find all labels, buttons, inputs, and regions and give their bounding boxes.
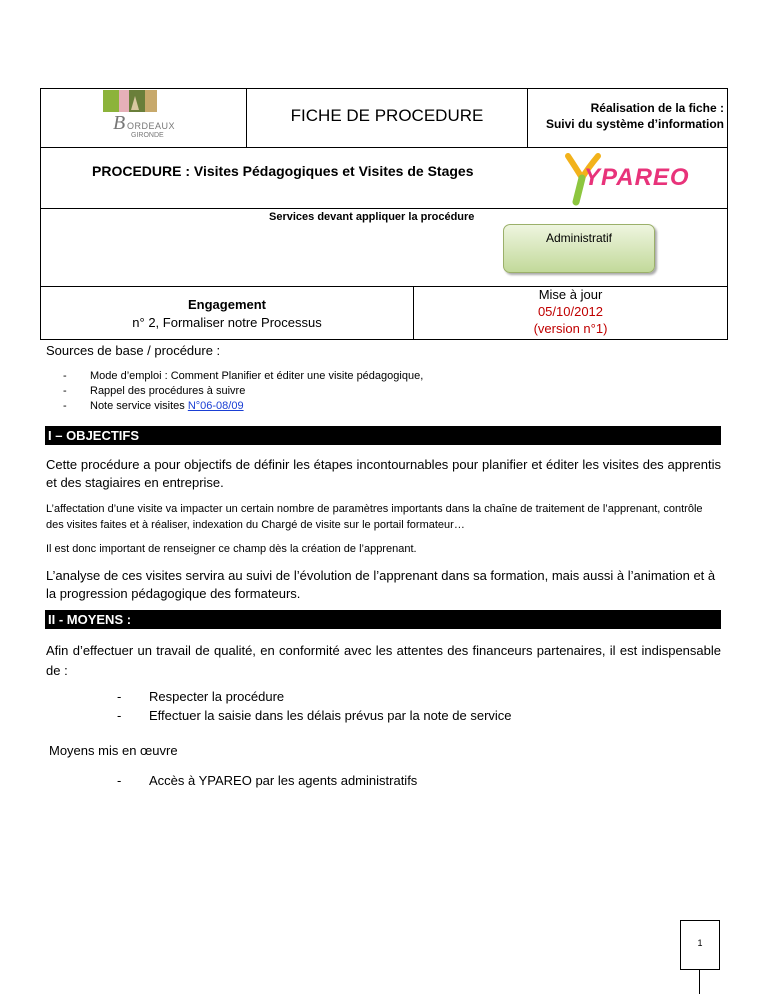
dash-bullet: - [117, 689, 122, 704]
sources-item-text: Rappel des procédures à suivre [90, 385, 246, 397]
engagement-box [40, 286, 414, 340]
bordeaux-logo [95, 88, 195, 144]
engagement-title: Engagement [187, 297, 266, 312]
engagement-subtitle: n° 2, Formaliser notre Processus [132, 315, 322, 330]
dash-bullet: - [117, 773, 122, 788]
dash-bullet: - [117, 708, 122, 723]
page-title: FICHE DE PROCEDURE [290, 106, 484, 125]
section1-para3: Il est donc important de renseigner ce champ dès la création de l’apprenant. [46, 543, 417, 555]
section2-item-text: Effectuer la saisie dans les délais prévus par la note de service [149, 708, 512, 723]
sources-item-3 [63, 400, 244, 412]
dash-bullet: - [63, 370, 67, 382]
page-number: 1 [697, 938, 703, 948]
update-date: 05/10/2012 [537, 304, 604, 319]
update-version: (version n°1) [533, 321, 608, 336]
section2-para1: Afin d’effectuer un travail de qualité, en conformité avec les attentes des financeurs partenaires, il est indispensable de : [46, 643, 721, 678]
sources-item-text: Note service visites [90, 400, 188, 412]
yparo-logo-text: YPAREO [584, 164, 690, 191]
realisation-line1: Réalisation de la fiche : [590, 101, 724, 115]
services-badge [503, 224, 655, 273]
means-item-1 [117, 773, 417, 788]
yparo-logo [558, 150, 703, 206]
section2-item-1 [117, 689, 284, 704]
logo-initial: B [113, 112, 126, 134]
sources-item-1 [63, 370, 423, 382]
services-badge-label: Administratif [545, 231, 613, 245]
sources-label: Sources de base / procédure : [46, 343, 221, 358]
section1-para4: L’analyse de ces visites servira au suivi de l’évolution de l’apprenant dans sa formation, mais aussi à l’animation et à la progression pédagogique des formateurs. [46, 568, 716, 601]
section1-heading: I – OBJECTIFS [45, 426, 721, 445]
sources-item-2 [63, 385, 245, 397]
note-service-link[interactable]: N°06-08/09 [187, 400, 244, 412]
dash-bullet: - [63, 385, 67, 397]
page-number-tick [699, 969, 700, 994]
sources-item-text: Mode d’emploi : Comment Planifier et éditer une visite pédagogique, [90, 370, 424, 382]
means-label: Moyens mis en œuvre [49, 743, 178, 758]
section2-item-text: Respecter la procédure [149, 689, 285, 704]
services-label: Services devant appliquer la procédure [269, 211, 475, 223]
update-label: Mise à jour [538, 287, 603, 302]
section1-para1: Cette procédure a pour objectifs de définir les étapes incontournables pour planifier et éditer les visites des apprentis et des stagiaires en entreprise. [46, 457, 721, 490]
realisation-line2: Suivi du système d’information [545, 117, 724, 131]
procedure-title: PROCEDURE : Visites Pédagogiques et Visites de Stages [92, 163, 474, 179]
logo-text: ORDEAUX [127, 121, 176, 131]
logo-subtext: GIRONDE [131, 132, 164, 139]
dash-bullet: - [63, 400, 67, 412]
means-item-text: Accès à YPAREO par les agents administratifs [149, 773, 418, 788]
section2-item-2 [117, 708, 512, 723]
section1-para2: L’affectation d’une visite va impacter un certain nombre de paramètres importants dans la chaîne de traitement de l’apprenant, contrôle des visites faites et à réaliser, indexation du Chargé de visite sur le portail formateur… [46, 503, 703, 531]
section2-heading: II - MOYENS : [45, 610, 721, 629]
